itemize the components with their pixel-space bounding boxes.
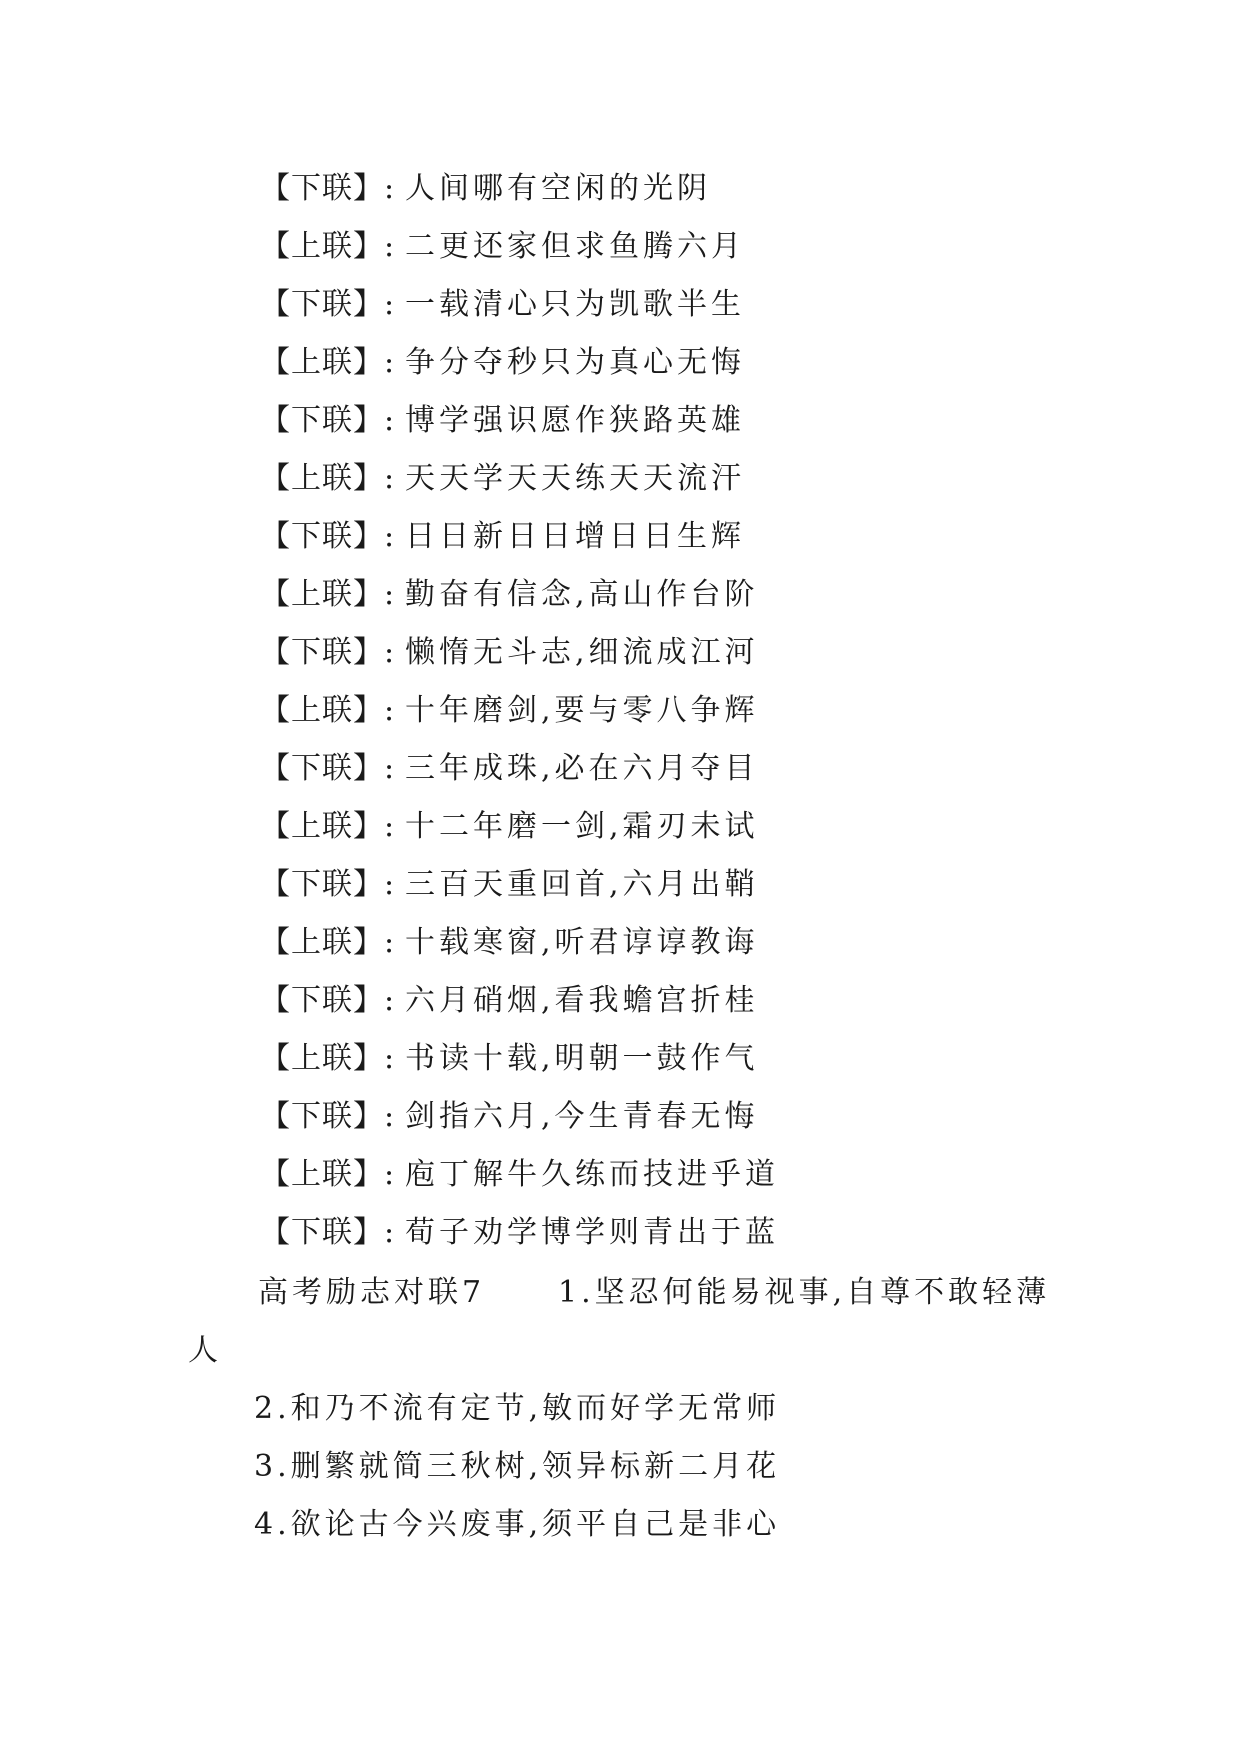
- couplet-tag: 【下联】:: [260, 983, 396, 1018]
- numbered-item: 4.欲论古今兴废事,须平自己是非心: [254, 1507, 781, 1542]
- couplet-list: [260, 160, 779, 1262]
- couplet-tag: 【上联】:: [260, 1157, 396, 1192]
- couplet-line: [260, 334, 779, 392]
- couplet-line: [260, 740, 779, 798]
- couplet-tag: 【下联】:: [260, 751, 396, 786]
- couplet-text: 天天学天天练天天流汗: [405, 461, 745, 496]
- section-first-item-continuation: 人: [188, 1333, 218, 1368]
- couplet-tag: 【下联】:: [260, 1099, 396, 1134]
- section-first-item: 1.坚忍何能易视事,自尊不敢轻薄: [558, 1275, 1051, 1310]
- couplet-line: [260, 276, 779, 334]
- couplet-line: [260, 856, 779, 914]
- couplet-line: [260, 450, 779, 508]
- numbered-item: 3.删繁就简三秋树,领异标新二月花: [254, 1449, 781, 1484]
- couplet-text: 三年成珠,必在六月夺目: [405, 751, 759, 786]
- couplet-text: 博学强识愿作狭路英雄: [405, 403, 745, 438]
- couplet-line: [260, 1204, 779, 1262]
- couplet-line: [260, 1146, 779, 1204]
- couplet-tag: 【下联】:: [260, 867, 396, 902]
- couplet-text: 十载寒窗,听君谆谆教诲: [405, 925, 759, 960]
- couplet-text: 勤奋有信念,高山作台阶: [405, 577, 759, 612]
- couplet-text: 人间哪有空闲的光阴: [405, 171, 711, 206]
- couplet-tag: 【下联】:: [260, 171, 396, 206]
- couplet-tag: 【上联】:: [260, 809, 396, 844]
- couplet-tag: 【下联】:: [260, 287, 396, 322]
- section-block: [188, 1264, 1068, 1380]
- section-first-paragraph: [188, 1264, 1068, 1322]
- couplet-text: 日日新日日增日日生辉: [405, 519, 745, 554]
- couplet-text: 争分夺秒只为真心无悔: [405, 345, 745, 380]
- couplet-text: 庖丁解牛久练而技进乎道: [405, 1157, 779, 1192]
- couplet-tag: 【上联】:: [260, 925, 396, 960]
- couplet-line: [260, 682, 779, 740]
- numbered-item: 2.和乃不流有定节,敏而好学无常师: [254, 1391, 781, 1426]
- couplet-line: [260, 160, 779, 218]
- couplet-line: [260, 972, 779, 1030]
- couplet-line: [260, 914, 779, 972]
- couplet-text: 荀子劝学博学则青出于蓝: [405, 1215, 779, 1250]
- couplet-text: 二更还家但求鱼腾六月: [405, 229, 745, 264]
- couplet-text: 十二年磨一剑,霜刃未试: [405, 809, 759, 844]
- couplet-line: [260, 392, 779, 450]
- couplet-tag: 【下联】:: [260, 403, 396, 438]
- section-title: 高考励志对联7: [258, 1275, 486, 1310]
- couplet-line: [260, 798, 779, 856]
- couplet-text: 十年磨剑,要与零八争辉: [405, 693, 759, 728]
- couplet-tag: 【上联】:: [260, 693, 396, 728]
- couplet-tag: 【上联】:: [260, 345, 396, 380]
- couplet-text: 三百天重回首,六月出鞘: [405, 867, 759, 902]
- couplet-tag: 【上联】:: [260, 1041, 396, 1076]
- couplet-text: 六月硝烟,看我蟾宫折桂: [405, 983, 759, 1018]
- couplet-tag: 【下联】:: [260, 635, 396, 670]
- couplet-text: 懒惰无斗志,细流成江河: [405, 635, 759, 670]
- couplet-line: [260, 624, 779, 682]
- couplet-tag: 【上联】:: [260, 461, 396, 496]
- couplet-text: 一载清心只为凯歌半生: [405, 287, 745, 322]
- couplet-tag: 【下联】:: [260, 519, 396, 554]
- couplet-line: [260, 1030, 779, 1088]
- couplet-text: 书读十载,明朝一鼓作气: [405, 1041, 759, 1076]
- numbered-list: [254, 1380, 780, 1554]
- couplet-line: [260, 508, 779, 566]
- couplet-line: [260, 218, 779, 276]
- couplet-tag: 【上联】:: [260, 577, 396, 612]
- couplet-tag: 【下联】:: [260, 1215, 396, 1250]
- couplet-line: [260, 566, 779, 624]
- couplet-tag: 【上联】:: [260, 229, 396, 264]
- couplet-line: [260, 1088, 779, 1146]
- couplet-text: 剑指六月,今生青春无悔: [405, 1099, 759, 1134]
